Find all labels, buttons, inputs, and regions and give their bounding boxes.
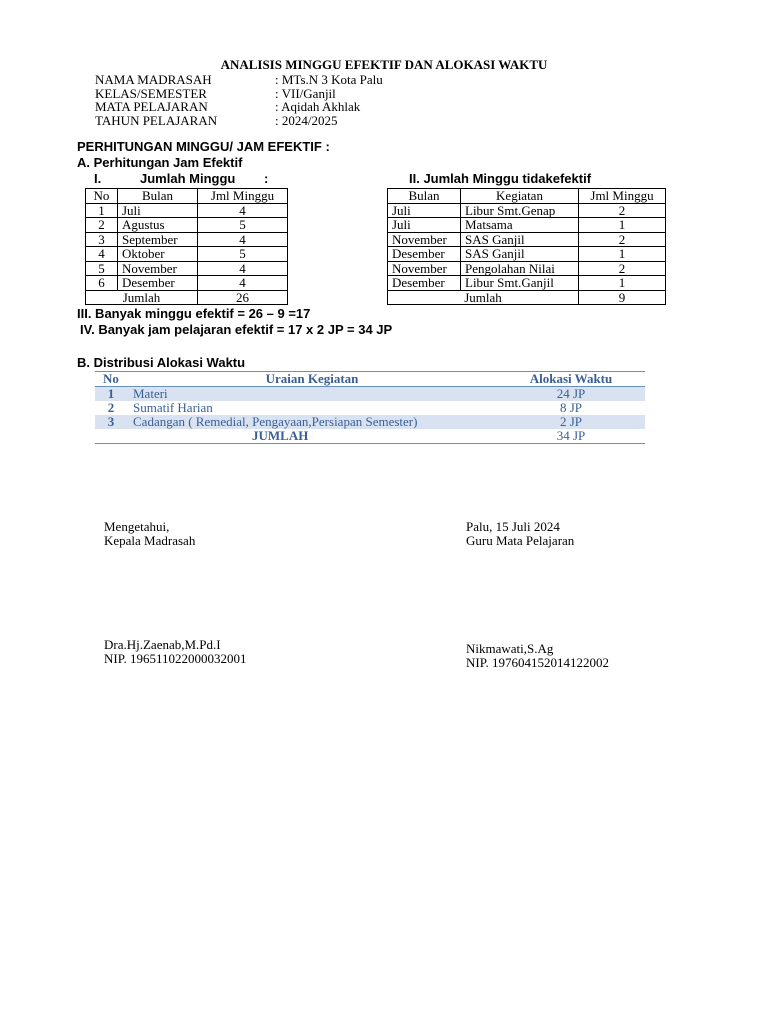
table-row <box>86 276 288 291</box>
cell-jml: 2 <box>579 232 666 247</box>
document-title: ANALISIS MINGGU EFEKTIF DAN ALOKASI WAKTU <box>220 57 548 72</box>
cell-no: 2 <box>107 400 115 415</box>
cell-bulan: Oktober <box>118 247 198 262</box>
part2-title: II. Jumlah Minggu tidakefektif <box>409 171 592 186</box>
sign-right-nip: NIP. 197604152014122002 <box>466 655 610 670</box>
cell-no: 2 <box>86 218 118 233</box>
header-cell: Jml Minggu <box>198 189 288 204</box>
part1-title: Jumlah Minggu <box>140 171 236 186</box>
cell-bulan: Juli <box>388 218 461 233</box>
info-value: : VII/Ganjil <box>275 85 336 101</box>
subsection-a-heading: A. Perhitungan Jam Efektif <box>77 155 243 170</box>
table-row <box>388 232 666 247</box>
table-row <box>86 203 288 218</box>
header-cell: Bulan <box>118 189 198 204</box>
table-row <box>86 247 288 262</box>
info-value: : MTs.N 3 Kota Palu <box>275 72 383 87</box>
cell-no: 1 <box>95 387 127 402</box>
cell-bulan: November <box>388 232 461 247</box>
cell-uraian: Cadangan ( Remedial, Pengayaan,Persiapan Semester) <box>127 415 497 429</box>
header-cell: No <box>86 189 118 204</box>
cell-kegiatan: Pengolahan Nilai <box>461 261 579 276</box>
part1-number: I. <box>94 171 102 186</box>
cell-bulan: Desember <box>388 247 461 262</box>
cell-alokasi: 24 JP <box>497 387 645 402</box>
signature-right-block <box>466 520 574 548</box>
cell-no: 3 <box>95 415 127 429</box>
cell-jml: 4 <box>198 276 288 291</box>
cell-alokasi: 8 JP <box>559 400 583 415</box>
cell-bulan: Juli <box>118 203 198 218</box>
cell-bulan: Desember <box>118 276 198 291</box>
section-heading: PERHITUNGAN MINGGU/ JAM EFEKTIF : <box>77 139 330 154</box>
effective-hours-line: IV. Banyak jam pelajaran efektif = 17 x 2 JP = 34 JP <box>80 322 393 337</box>
cell-no: 5 <box>86 261 118 276</box>
cell-no: 1 <box>86 203 118 218</box>
cell-bulan: November <box>118 261 198 276</box>
cell-jml: 2 <box>579 261 666 276</box>
part1-colon: : <box>264 171 269 186</box>
table-row <box>388 247 666 262</box>
cell-no: 6 <box>86 276 118 291</box>
cell-kegiatan: Libur Smt.Genap <box>461 203 579 218</box>
table-header-row <box>95 372 645 387</box>
sign-right-line1: Palu, 15 Juli 2024 <box>466 519 560 534</box>
table-row <box>388 203 666 218</box>
cell-jml: 4 <box>198 232 288 247</box>
info-label: KELAS/SEMESTER <box>95 85 207 101</box>
table-row <box>388 276 666 291</box>
cell-no: 3 <box>86 232 118 247</box>
cell-kegiatan: SAS Ganjil <box>461 232 579 247</box>
table-row <box>95 401 645 415</box>
table-row <box>86 261 288 276</box>
cell-bulan: September <box>118 232 198 247</box>
table-row <box>388 218 666 233</box>
sign-right-line2: Guru Mata Pelajaran <box>466 533 575 548</box>
table-total-row <box>86 290 288 305</box>
total-value: 9 <box>579 290 666 305</box>
sign-left-nip: NIP. 196511022000032001 <box>104 651 247 666</box>
total-label: Jumlah <box>388 290 579 305</box>
minggu-tidak-efektif-table <box>387 188 666 305</box>
table-header-row <box>86 189 288 204</box>
cell-bulan: Agustus <box>118 218 198 233</box>
info-value: : Aqidah Akhlak <box>275 99 361 114</box>
cell-jml: 5 <box>198 218 288 233</box>
subsection-b-heading: B. Distribusi Alokasi Waktu <box>77 355 246 370</box>
cell-kegiatan: Libur Smt.Ganjil <box>461 276 579 291</box>
sign-left-line2: Kepala Madrasah <box>104 533 196 548</box>
total-value: 26 <box>198 290 288 305</box>
header-cell: Bulan <box>388 189 461 204</box>
table-row <box>86 232 288 247</box>
cell-bulan: Desember <box>388 276 461 291</box>
info-value: : 2024/2025 <box>275 112 338 128</box>
header-cell: Kegiatan <box>461 189 579 204</box>
table-header-row <box>388 189 666 204</box>
cell-bulan: Juli <box>388 203 461 218</box>
cell-jml: 4 <box>198 203 288 218</box>
cell-jml: 2 <box>579 203 666 218</box>
table-row <box>95 387 645 402</box>
signature-left-name-block <box>104 638 247 666</box>
effective-weeks-line: III. Banyak minggu efektif = 26 – 9 =17 <box>77 306 311 321</box>
cell-uraian: Materi <box>127 387 497 402</box>
cell-jml: 4 <box>198 261 288 276</box>
cell-jml: 5 <box>198 247 288 262</box>
table-total-row <box>388 290 666 305</box>
cell-no: 4 <box>86 247 118 262</box>
header-cell: Alokasi Waktu <box>497 372 645 387</box>
signature-left-block <box>104 520 195 548</box>
cell-jml: 1 <box>579 218 666 233</box>
total-label: JUMLAH <box>127 429 497 444</box>
distribusi-table <box>95 371 645 444</box>
table-row <box>86 218 288 233</box>
info-label: TAHUN PELAJARAN <box>95 112 218 128</box>
cell-jml: 1 <box>579 247 666 262</box>
total-value: 34 JP <box>497 429 645 444</box>
table-row <box>95 415 645 429</box>
cell-kegiatan: Matsama <box>461 218 579 233</box>
table-row <box>388 261 666 276</box>
sign-left-name: Dra.Hj.Zaenab,M.Pd.I <box>104 637 221 652</box>
cell-kegiatan: SAS Ganjil <box>461 247 579 262</box>
info-label: NAMA MADRASAH <box>95 72 212 87</box>
signature-right-name-block <box>466 642 609 670</box>
total-label: Jumlah <box>86 290 198 305</box>
cell-bulan: November <box>388 261 461 276</box>
header-cell: No <box>95 372 127 387</box>
info-label: MATA PELAJARAN <box>95 99 208 114</box>
sign-left-line1: Mengetahui, <box>104 519 170 534</box>
cell-jml: 1 <box>579 276 666 291</box>
header-cell: Uraian Kegiatan <box>127 372 497 387</box>
sign-right-name: Nikmawati,S.Ag <box>466 641 554 656</box>
table-total-row <box>95 429 645 444</box>
cell-alokasi: 2 JP <box>497 415 645 429</box>
empty-cell <box>95 429 127 444</box>
jumlah-minggu-table <box>85 188 288 305</box>
header-cell: Jml Minggu <box>579 189 666 204</box>
cell-uraian: Sumatif Harian <box>133 400 213 415</box>
